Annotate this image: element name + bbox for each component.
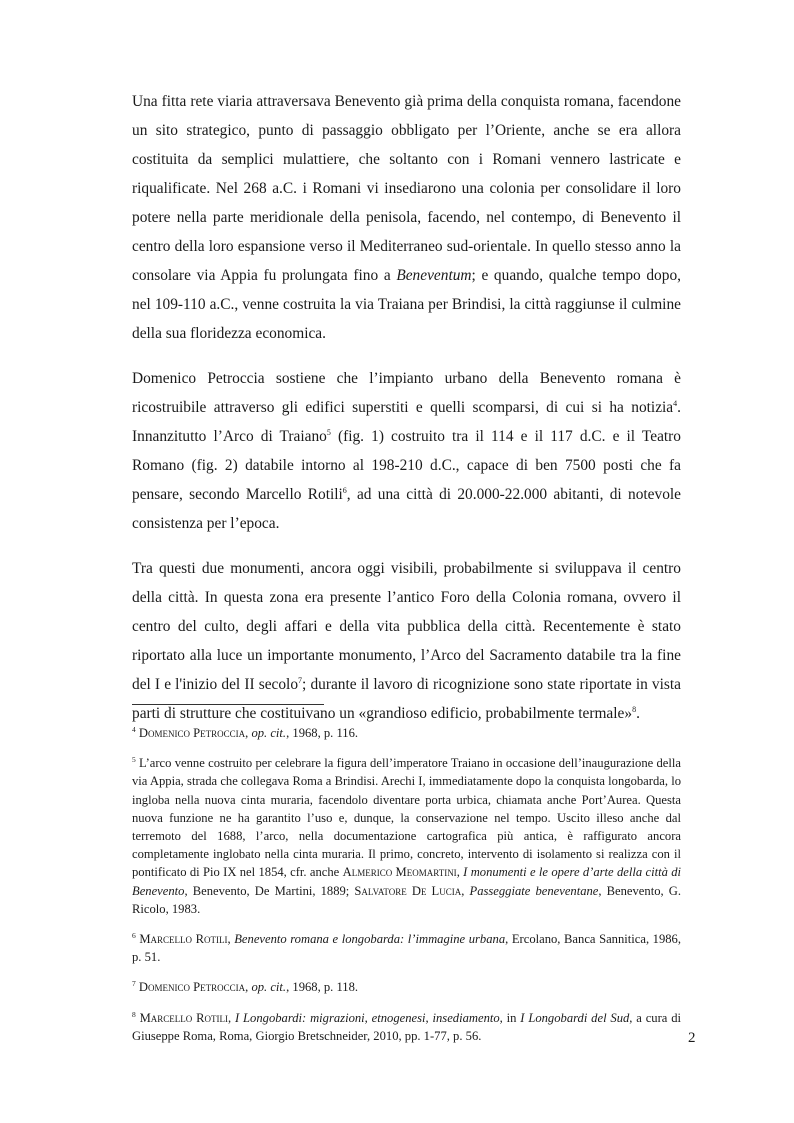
footnote-6 — [132, 930, 681, 966]
footnote-text: , 1968, p. 116. — [286, 726, 359, 740]
footnote-author: Marcello Rotili — [139, 1010, 229, 1025]
footnote-4: $^4$ Domenico Petroccia, op. cit., 1968, p. 116. — [132, 724, 359, 740]
paragraph-1-text: Una fitta rete viaria attraversava Benevento già prima della conquista romana, facendone un sito strategico, punto di passaggio obbligato per l’Oriente, anche se era allora costituita da semplici mulattiere, che soltanto con i Romani vennero lastricate e riqualificate. Nel 268 a.C. i Romani vi insediarono una colonia per consolidare il loro potere nella parte meridionale della penisola, facendo, nel contempo, di Benevento il centro della loro espansione verso il Mediterraneo sud-orientale. In quello stesso anno la consolare via Appia fu prolungata fino a — [132, 93, 681, 284]
footnote-ref-8[interactable]: 8 — [632, 704, 637, 714]
footnote-text: , — [456, 865, 464, 880]
footnote-author: Almerico Meomartini — [342, 865, 457, 880]
footnote-text: , — [461, 883, 470, 898]
footnote-number: 6 — [132, 930, 136, 940]
footnote-7: $^7$ Domenico Petroccia, op. cit., 1968, p. 118. — [132, 979, 359, 995]
footnote-cit: op. cit. — [251, 726, 287, 740]
footnote-text: , Benevento, G. Ricolo, 1983. — [132, 883, 681, 916]
footnote-number: 8 — [132, 1009, 136, 1019]
footnote-number: 7 — [132, 979, 136, 989]
footnote-title: I Longobardi del Sud — [520, 1010, 630, 1025]
footnote-text: , — [227, 932, 235, 947]
paragraph-1 — [132, 87, 681, 348]
paragraph-3 — [132, 554, 681, 728]
paragraph-1-italic: Beneventum — [396, 267, 472, 284]
footnote-title: Passeggiate beneventane — [469, 883, 599, 898]
footnote-ref-6[interactable]: 6 — [342, 485, 347, 495]
footnote-text: L’arco venne costruito per celebrare la figura dell’imperatore Traiano in occasione dell’inaugurazione della via Appia, strada che collegava Roma a Brindisi. Arechi I, immediatamente dopo la conquista longobarda, lo ingloba nella nuova cinta muraria, facendolo diventare porta urbica, chiamata anche Port’Aurea. Questa nuova funzione ne ha garantito l’uso e, dunque, la conservazione nel tempo. Uscito illeso anche dal terremoto del 1688, l’arco, nella documentazione cartografica più antica, è raffigurato ancora completamente inglobato nella cinta muraria. Il primo, concreto, intervento di isolamento si realizza con il pontificato di Pio IX nel 1854, cfr. anche — [132, 756, 681, 880]
footnote-text: , 1968, p. 118. — [286, 980, 359, 995]
footnote-number: 4 — [132, 724, 136, 734]
footnote-5 — [132, 754, 681, 918]
footnote-8 — [132, 1009, 681, 1045]
footnote-text: , Ercolano, Banca Sannitica, 1986, p. 51. — [132, 932, 681, 965]
paragraph-2-text-4: , ad una città di 20.000-22.000 abitanti, di notevole consistenza per l’epoca. — [132, 486, 681, 532]
footnote-cit: op. cit. — [251, 980, 287, 995]
footnote-author: Domenico Petroccia — [138, 980, 246, 995]
footnotes — [132, 724, 681, 1057]
footnote-separator — [132, 704, 324, 705]
paragraph-1-text-end: ; e quando, qualche tempo dopo, nel 109-110 a.C., venne costruita la via Traiana per Brindisi, la città raggiunse il culmine della sua floridezza economica. — [132, 267, 681, 342]
footnote-author: Salvatore De Lucia — [354, 883, 462, 898]
paragraph-2-text: Domenico Petroccia sostiene che l’impianto urbano della Benevento romana è ricostruibile attraverso gli edifici superstiti e quelli scomparsi, di cui si ha notizia — [132, 370, 681, 416]
footnote-author: Domenico Petroccia — [138, 726, 246, 740]
paragraph-3-text-3: . — [636, 705, 640, 722]
paragraph-3-text: Tra questi due monumenti, ancora oggi visibili, probabilmente si sviluppava il centro della città. In questa zona era presente l’antico Foro della Colonia romana, ovvero il centro del culto, degli affari e della vita pubblica della città. Recentemente è stato riportato alla luce un importante monumento, l’Arco del Sacramento databile tra la fine del I e l'inizio del II secolo — [132, 560, 681, 693]
footnote-author: Marcello Rotili — [139, 932, 228, 947]
footnote-title: Benevento romana e longobarda: l’immagine urbana — [234, 932, 506, 947]
paragraph-3-text-2: ; durante il lavoro di ricognizione sono state riportate in vista parti di strutture che costituivano un «grandioso edificio, probabilmente termale» — [132, 676, 681, 722]
footnote-text: , — [228, 1010, 236, 1025]
footnote-ref-4[interactable]: 4 — [673, 398, 678, 408]
footnote-ref-5[interactable]: 5 — [326, 427, 331, 437]
paragraph-2 — [132, 364, 681, 538]
footnote-title: I Longobardi: migrazioni, etnogenesi, insediamento, — [235, 1010, 503, 1025]
paragraph-2-text-2: . Innanzitutto l’Arco di Traiano — [132, 399, 681, 445]
footnote-text: , Benevento, De Martini, 1889; — [184, 883, 355, 898]
body-text — [132, 87, 681, 744]
footnote-title: I monumenti e le opere d’arte della città di Benevento — [132, 865, 681, 898]
footnote-number: 5 — [132, 755, 136, 765]
paragraph-2-text-3: (fig. 1) costruito tra il 114 e il 117 d.C. e il Teatro Romano (fig. 2) databile intorno al 198-210 d.C., capace di ben 7500 posti che fa pensare, secondo Marcello Rotili — [132, 428, 681, 503]
footnote-text: , a cura di Giuseppe Roma, Roma, Giorgio Bretschneider, 2010, pp. 1-77, p. 56. — [132, 1010, 682, 1043]
page-number: 2 — [688, 1030, 696, 1046]
footnote-ref-7[interactable]: 7 — [298, 675, 303, 685]
footnote-text: in — [502, 1010, 521, 1025]
